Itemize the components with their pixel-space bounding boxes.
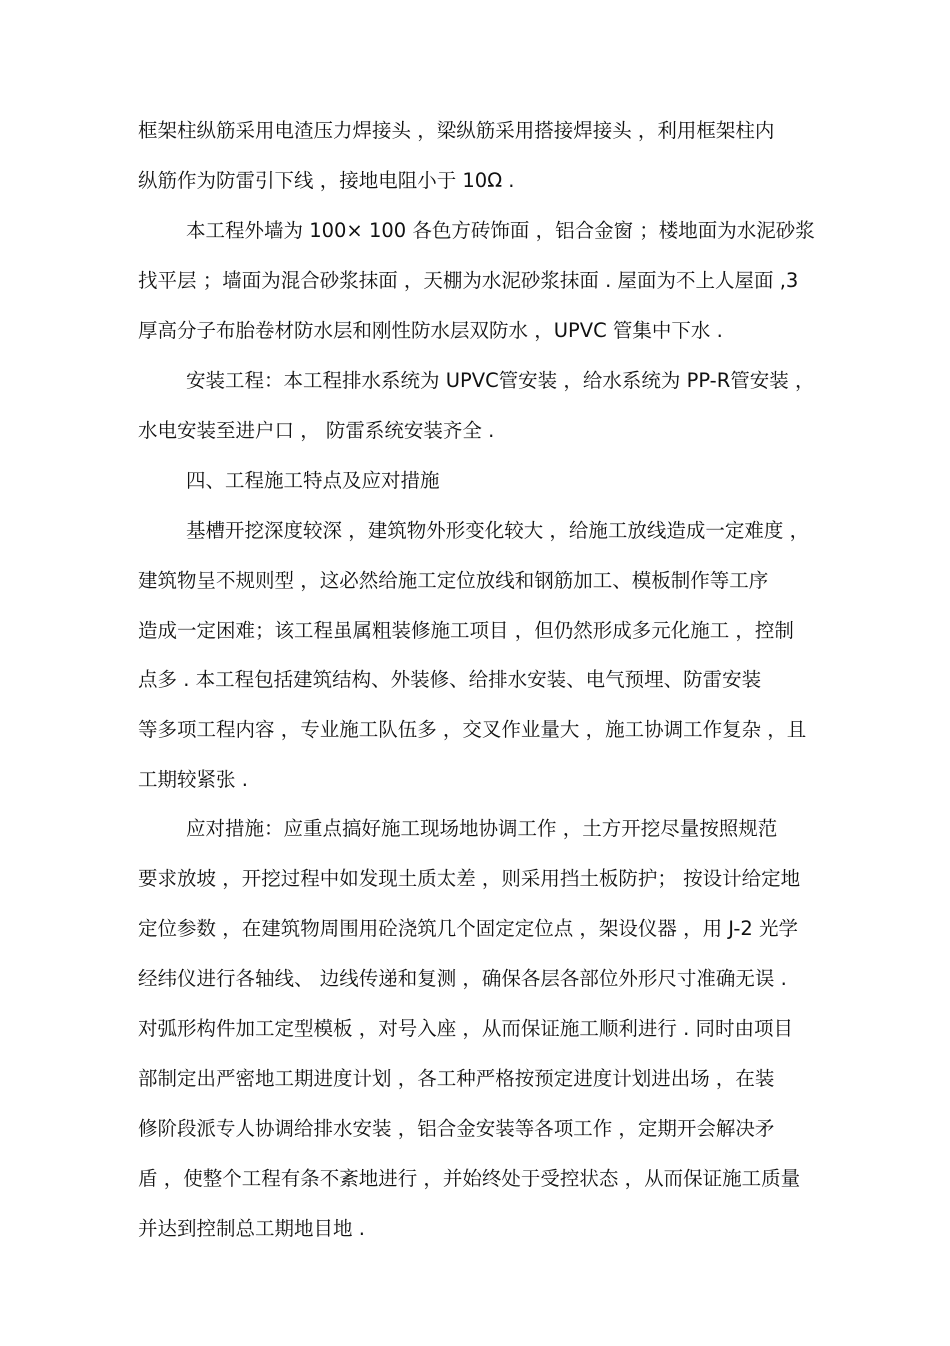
section-heading: 四、工程施工特点及应对措施 xyxy=(186,469,440,492)
paragraph-first-line: 本工程外墙为 100× 100 各色方砖饰面 ，铝合金窗 ；楼地面为水泥砂浆 xyxy=(186,219,815,242)
body-text-line: 等多项工程内容 ，专业施工队伍多 ，交叉作业量大 ，施工协调工作复杂 ，且 xyxy=(138,718,807,741)
body-text-line: 厚高分子布胎卷材防水层和刚性防水层双防水 ，UPVC 管集中下水 . xyxy=(138,319,723,342)
body-text-line: 找平层 ；墙面为混合砂浆抹面 ，天棚为水泥砂浆抹面 . 屋面为不上人屋面 ,3 xyxy=(138,269,799,292)
body-text-line: 纵筋作为防雷引下线 ，接地电阻小于 10Ω . xyxy=(138,169,515,192)
paragraph-first-line: 应对措施：应重点搞好施工现场地协调工作 ，土方开挖尽量按照规范 xyxy=(186,817,778,840)
body-text-line: 部制定出严密地工期进度计划 ，各工种严格按预定进度计划进出场 ，在装 xyxy=(138,1067,775,1090)
body-text-line: 框架柱纵筋采用电渣压力焊接头 ，梁纵筋采用搭接焊接头 ，利用框架柱内 xyxy=(138,119,775,142)
body-text-line: 水电安装至进户口 ， 防雷系统安装齐全 . xyxy=(138,419,495,442)
paragraph-first-line: 基槽开挖深度较深 ，建筑物外形变化较大 ，给施工放线造成一定难度 ， xyxy=(186,519,810,542)
body-text-line: 造成一定困难；该工程虽属粗装修施工项目 ，但仍然形成多元化施工 ，控制 xyxy=(138,619,794,642)
body-text-line: 定位参数 ，在建筑物周围用砼浇筑几个固定定位点 ，架设仪器 ，用 J-2 光学 xyxy=(138,917,798,940)
body-text-line: 修阶段派专人协调给排水安装 ，铝合金安装等各项工作 ，定期开会解决矛 xyxy=(138,1117,775,1140)
body-text-line: 建筑物呈不规则型 ，这必然给施工定位放线和钢筋加工、模板制作等工序 xyxy=(138,569,769,592)
paragraph-first-line: 安装工程：本工程排水系统为 UPVC管安装 ，给水系统为 PP-R管安装 ， xyxy=(186,369,815,392)
body-text-line: 盾 ，使整个工程有条不紊地进行 ，并始终处于受控状态 ，从而保证施工质量 xyxy=(138,1167,801,1190)
body-text-line: 对弧形构件加工定型模板 ，对号入座 ，从而保证施工顺利进行 . 同时由项目 xyxy=(138,1017,793,1040)
body-text-line: 要求放坡 ，开挖过程中如发现土质太差 ，则采用挡土板防护； 按设计给定地 xyxy=(138,867,801,890)
body-text-line: 点多 . 本工程包括建筑结构、外装修、给排水安装、电气预埋、防雷安装 xyxy=(138,668,762,691)
body-text-line: 并达到控制总工期地目地 . xyxy=(138,1217,365,1240)
body-text-line: 经纬仪进行各轴线、 边线传递和复测 ，确保各层各部位外形尺寸准确无误 . xyxy=(138,967,787,990)
body-text-line: 工期较紧张 . xyxy=(138,768,248,791)
